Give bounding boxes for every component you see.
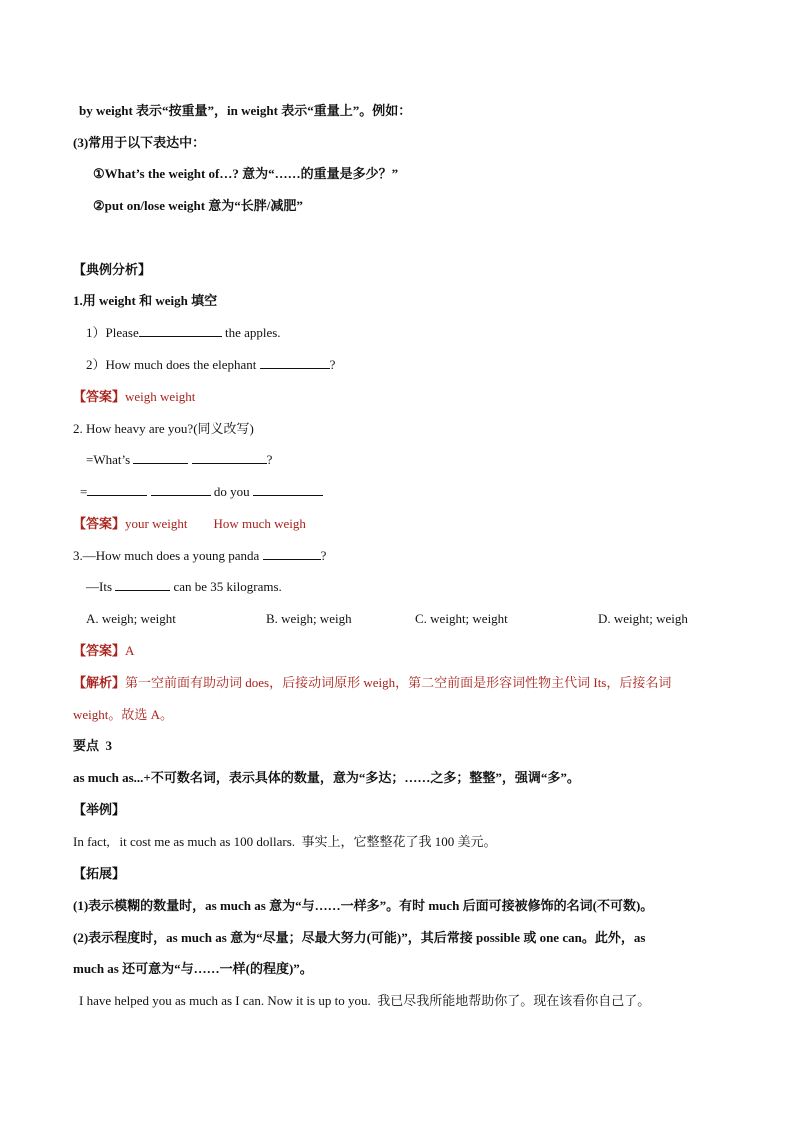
extend-heading (73, 865, 125, 883)
answer-tag: 【答案】 (73, 643, 126, 658)
weight-usage-line (79, 102, 411, 120)
text: 2. How heavy are you?(同义改写) (73, 421, 254, 436)
text: ②put on/lose weight 意为“长胖/减肥” (93, 198, 303, 213)
answer-blank[interactable] (115, 578, 170, 591)
answer-text: A (125, 643, 135, 658)
text: ①What’s the weight of…? 意为“……的重量是多少？” (93, 166, 399, 181)
option-text: D. weight; weigh (598, 611, 688, 626)
text: =What’s (86, 452, 134, 467)
analysis-text: 第一空前面有助动词 does，后接动词原形 weigh，第二空前面是形容词性物主代词 Its，后接名词 (125, 675, 672, 690)
text: do you (210, 484, 253, 499)
analysis-text: weight。故选 A。 (73, 707, 174, 722)
text: ? (320, 548, 327, 563)
answer-tag: 【答案】 (73, 389, 126, 404)
extend-item-2 (73, 929, 645, 947)
text: 【典例分析】 (73, 262, 152, 277)
text: = (80, 484, 88, 499)
text: 2）How much does the elephant (86, 357, 260, 372)
question-3-analysis-cont (73, 706, 173, 724)
text: (1)表示模糊的数量时，as much as 意为“与……一样多”。有时 much 后面可接被修饰的名词(不可数)。 (73, 898, 654, 913)
option-b[interactable] (266, 610, 352, 628)
answer-blank[interactable] (263, 547, 321, 560)
text: I have helped you as much as I can. Now it is up to you. 我已尽我所能地帮助你了。现在该看你自己了。 (79, 993, 651, 1008)
question-1-answer (73, 388, 195, 406)
analysis-tag: 【解析】 (73, 675, 126, 690)
example-heading (73, 801, 125, 819)
text: ? (266, 452, 273, 467)
question-2-line-1 (86, 451, 272, 469)
text: 1）Please (86, 325, 139, 340)
text: ? (329, 357, 336, 372)
question-2-line-2 (80, 483, 323, 501)
text: can be 35 kilograms. (170, 579, 282, 594)
question-3-title (73, 547, 326, 565)
answer-tag: 【答案】 (73, 516, 126, 531)
question-1b (86, 356, 335, 374)
answer-blank[interactable] (253, 483, 323, 496)
text: 要点 3 (73, 738, 113, 753)
answer-blank[interactable] (151, 483, 211, 496)
option-a[interactable] (86, 610, 176, 628)
point-3-title (73, 737, 112, 755)
answer-text: your weight How much weigh (125, 516, 306, 531)
answer-text: weigh weight (125, 389, 196, 404)
usage-heading (73, 134, 205, 152)
extend-item-2-cont (73, 960, 313, 978)
question-2-answer (73, 515, 306, 533)
question-3-line (86, 578, 282, 596)
text: by weight 表示“按重量”，in weight 表示“重量上”。例如： (79, 103, 412, 118)
text: 3.—How much does a young panda (73, 548, 263, 563)
text: 【拓展】 (73, 866, 126, 881)
option-text: C. weight; weight (415, 611, 508, 626)
text: In fact, it cost me as much as 100 dollars. 事实上，它整整花了我 100 美元。 (73, 834, 497, 849)
question-1-title (73, 292, 217, 310)
usage-item-1 (93, 165, 398, 183)
answer-blank[interactable] (133, 451, 188, 464)
option-d[interactable] (598, 610, 688, 628)
question-3-analysis (73, 674, 671, 692)
option-c[interactable] (415, 610, 508, 628)
answer-blank[interactable] (192, 451, 267, 464)
option-text: B. weigh; weigh (266, 611, 352, 626)
question-3-answer (73, 642, 134, 660)
text: as much as...+不可数名词，表示具体的数量，意为“多达；……之多；整整”，强调“多”。 (73, 770, 580, 785)
example-sentence (73, 833, 497, 851)
option-text: A. weigh; weight (86, 611, 176, 626)
text: the apples. (221, 325, 281, 340)
extend-example (79, 992, 650, 1010)
question-2-title (73, 420, 254, 438)
question-1a (86, 324, 281, 342)
answer-blank[interactable] (87, 483, 147, 496)
text: (2)表示程度时，as much as 意为“尽量；尽最大努力(可能)”，其后常接 possible 或 one can。此外，as (73, 930, 646, 945)
text: (3)常用于以下表达中： (73, 135, 206, 150)
text: 1.用 weight 和 weigh 填空 (73, 293, 218, 308)
usage-item-2 (93, 197, 303, 215)
answer-blank[interactable] (139, 324, 222, 337)
point-3-definition (73, 769, 580, 787)
text: much as 还可意为“与……一样(的程度)”。 (73, 961, 313, 976)
section-examples-heading (73, 261, 151, 279)
extend-item-1 (73, 897, 653, 915)
text: —Its (86, 579, 116, 594)
answer-blank[interactable] (260, 356, 330, 369)
text: 【举例】 (73, 802, 126, 817)
